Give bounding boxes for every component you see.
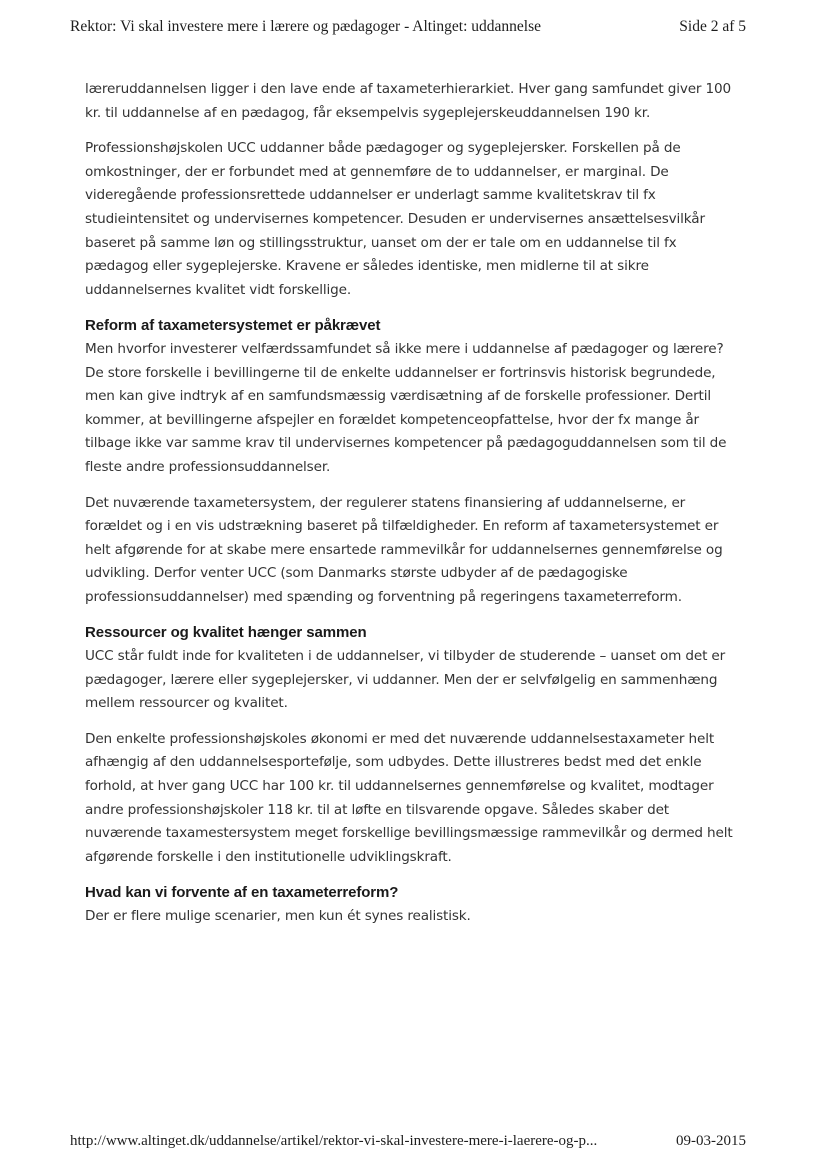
paragraph-6: Den enkelte professionshøjskoles økonomi er med det nuværende uddannelsestaxameter helt afhængig af den uddannelsesportefølje, som udbydes. Dette illustreres bedst med det enkle forhold, at hver gang UCC har 100 kr. til uddannelsernes gennemførelse og kvalitet, modtager andre professionshøjskoler 118 kr. til at løfte en tilsvarende opgave. Således skaber det nuværende taxamestersystem meget forskellige bevillingsmæssige rammevilkår og dermed helt afgørende forskelle i den institutionelle udviklingskraft. <box>85 730 733 865</box>
section-heading-expectations: Hvad kan vi forvente af en taxameterreform? <box>85 884 399 902</box>
paragraph-1: læreruddannelsen ligger i den lave ende af taxameterhierarkiet. Hver gang samfundet giver 100 kr. til uddannelse af en pædagog, får eksempelvis sygeplejerskeuddannelsen 190 kr. <box>85 81 732 121</box>
section-heading-reform: Reform af taxametersystemet er påkrævet <box>85 317 381 335</box>
paragraph-3: Men hvorfor investerer velfærdssamfundet så ikke mere i uddannelse af pædagoger og lærere? De store forskelle i bevillingerne til de enkelte uddannelser er fortrinsvis historisk begrundede, men kan give indtryk af en samfundsmæssig værdisætning af de forskelle professioner. Dertil kommer, at bevillingerne afspejler en forældet kompetenceopfattelse, hvor der fx mange år tilbage ikke var samme krav til undervisernes kompetencer på pædagoguddannelsen som til de fleste andre professionsuddannelser. <box>85 340 727 475</box>
source-url: http://www.altinget.dk/uddannelse/artikel/rektor-vi-skal-investere-mere-i-laerere-og-p... <box>70 1133 598 1149</box>
paragraph-5: UCC står fuldt inde for kvaliteten i de uddannelser, vi tilbyder de studerende – uanset om det er pædagoger, lærere eller sygeplejersker, vi uddanner. Men der er selvfølgelig en sammenhæng mellem ressourcer og kvalitet. <box>85 648 726 712</box>
paragraph-2: Professionshøjskolen UCC uddanner både pædagoger og sygeplejersker. Forskellen på de omkostninger, der er forbundet med at gennemføre de to uddannelser, er marginal. De videregående professionsrettede uddannelser er underlagt samme kvalitetskrav til fx studieintensitet og undervisernes kompetencer. Desuden er undervisernes ansættelsesvilkår baseret på samme løn og stillingsstruktur, uanset om der er tale om en uddannelse til fx pædagog eller sygeplejerske. Kravene er således identiske, men midlerne til at sikre uddannelsernes kvalitet vidt forskellige. <box>85 140 705 298</box>
paragraph-4: Det nuværende taxametersystem, der regulerer statens finansiering af uddannelserne, er forældet og i en vis udstrækning baseret på tilfældigheder. En reform af taxametersystemet er helt afgørende for at skabe mere ensartede rammevilkår for uddannelsernes gennemførelse og udvikling. Derfor venter UCC (som Danmarks største udbyder af de pædagogiske professionsuddannelser) med spænding og forventning på regeringens taxameterreform. <box>85 494 723 605</box>
print-date: 09-03-2015 <box>676 1133 746 1149</box>
page-number: Side 2 af 5 <box>679 18 746 35</box>
article-body <box>85 78 741 941</box>
paragraph-7: Der er flere mulige scenarier, men kun ét synes realistisk. <box>85 908 471 924</box>
document-title: Rektor: Vi skal investere mere i lærere og pædagoger - Altinget: uddannelse <box>70 18 541 35</box>
section-heading-resources: Ressourcer og kvalitet hænger sammen <box>85 624 367 642</box>
